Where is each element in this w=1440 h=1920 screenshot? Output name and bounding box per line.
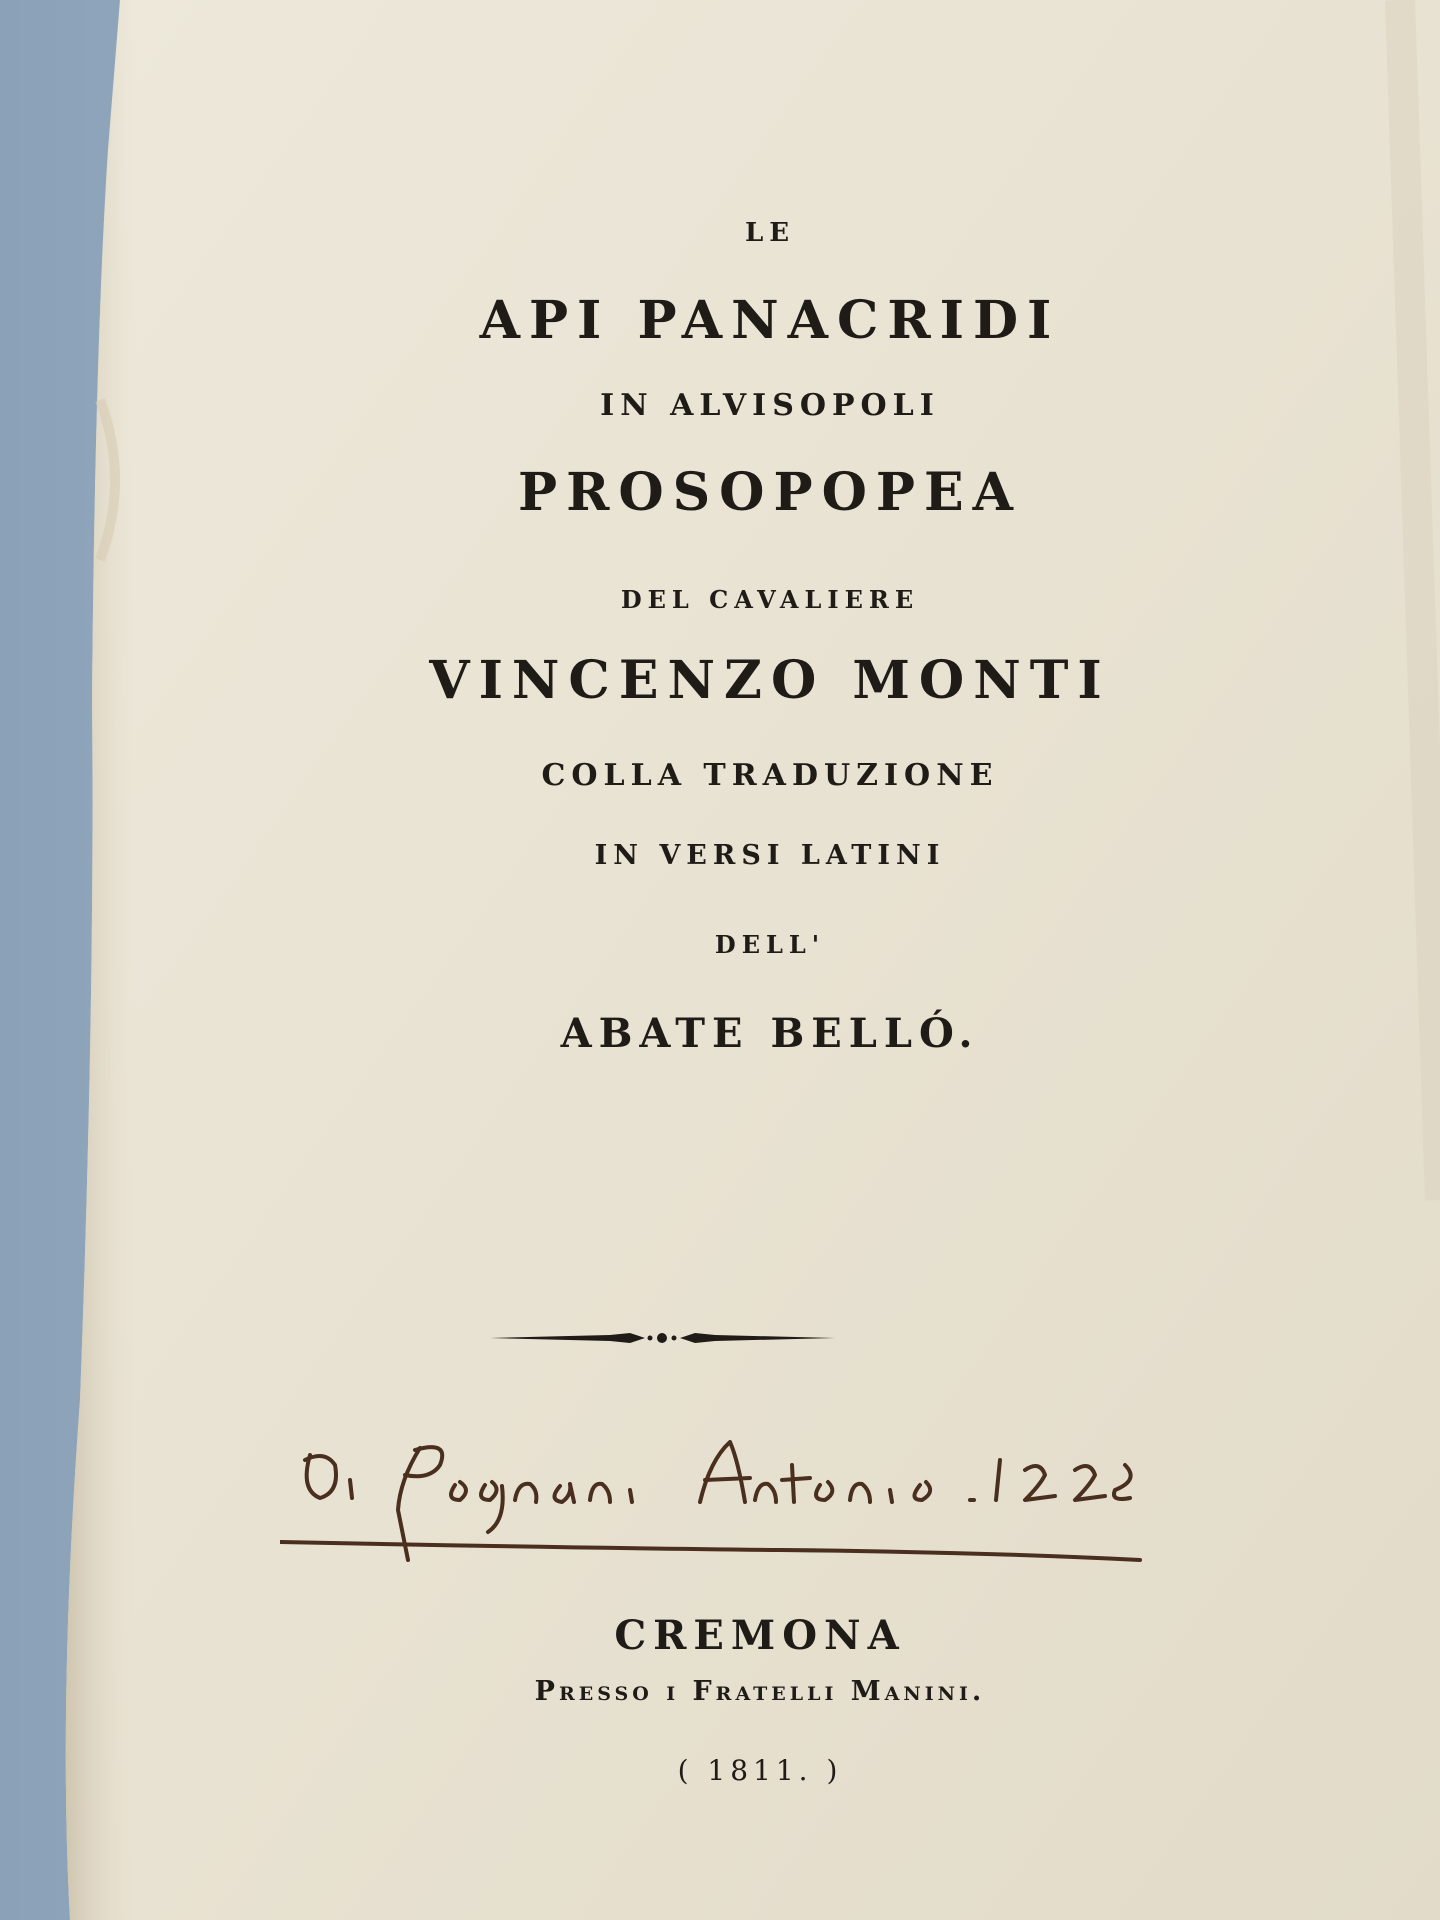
title-line-dell: DELL' — [714, 930, 826, 959]
title-line-prosopopea: PROSOPOPEA — [518, 462, 1022, 523]
book-title: API PANACRIDI — [479, 290, 1061, 351]
title-line-in-versi-latini: IN VERSI LATINI — [594, 840, 946, 871]
publication-city: CREMONA — [614, 1612, 906, 1659]
title-line-in-alvisopoli: IN ALVISOPOLI — [600, 388, 940, 423]
printed-rule-ornament — [490, 1328, 835, 1348]
title-line-le: LE — [744, 218, 796, 248]
title-line-colla-traduzione: COLLA TRADUZIONE — [541, 758, 999, 793]
handwritten-signature — [280, 1420, 1160, 1570]
title-line-del-cavaliere: DEL CAVALIERE — [620, 585, 920, 614]
publication-year: ( 1811. ) — [677, 1754, 843, 1787]
author-name: VINCENZO MONTI — [429, 650, 1111, 711]
translator-name: ABATE BELLÓ. — [560, 1010, 980, 1057]
publisher-line: Presso i Fratelli Manini. — [534, 1676, 986, 1707]
